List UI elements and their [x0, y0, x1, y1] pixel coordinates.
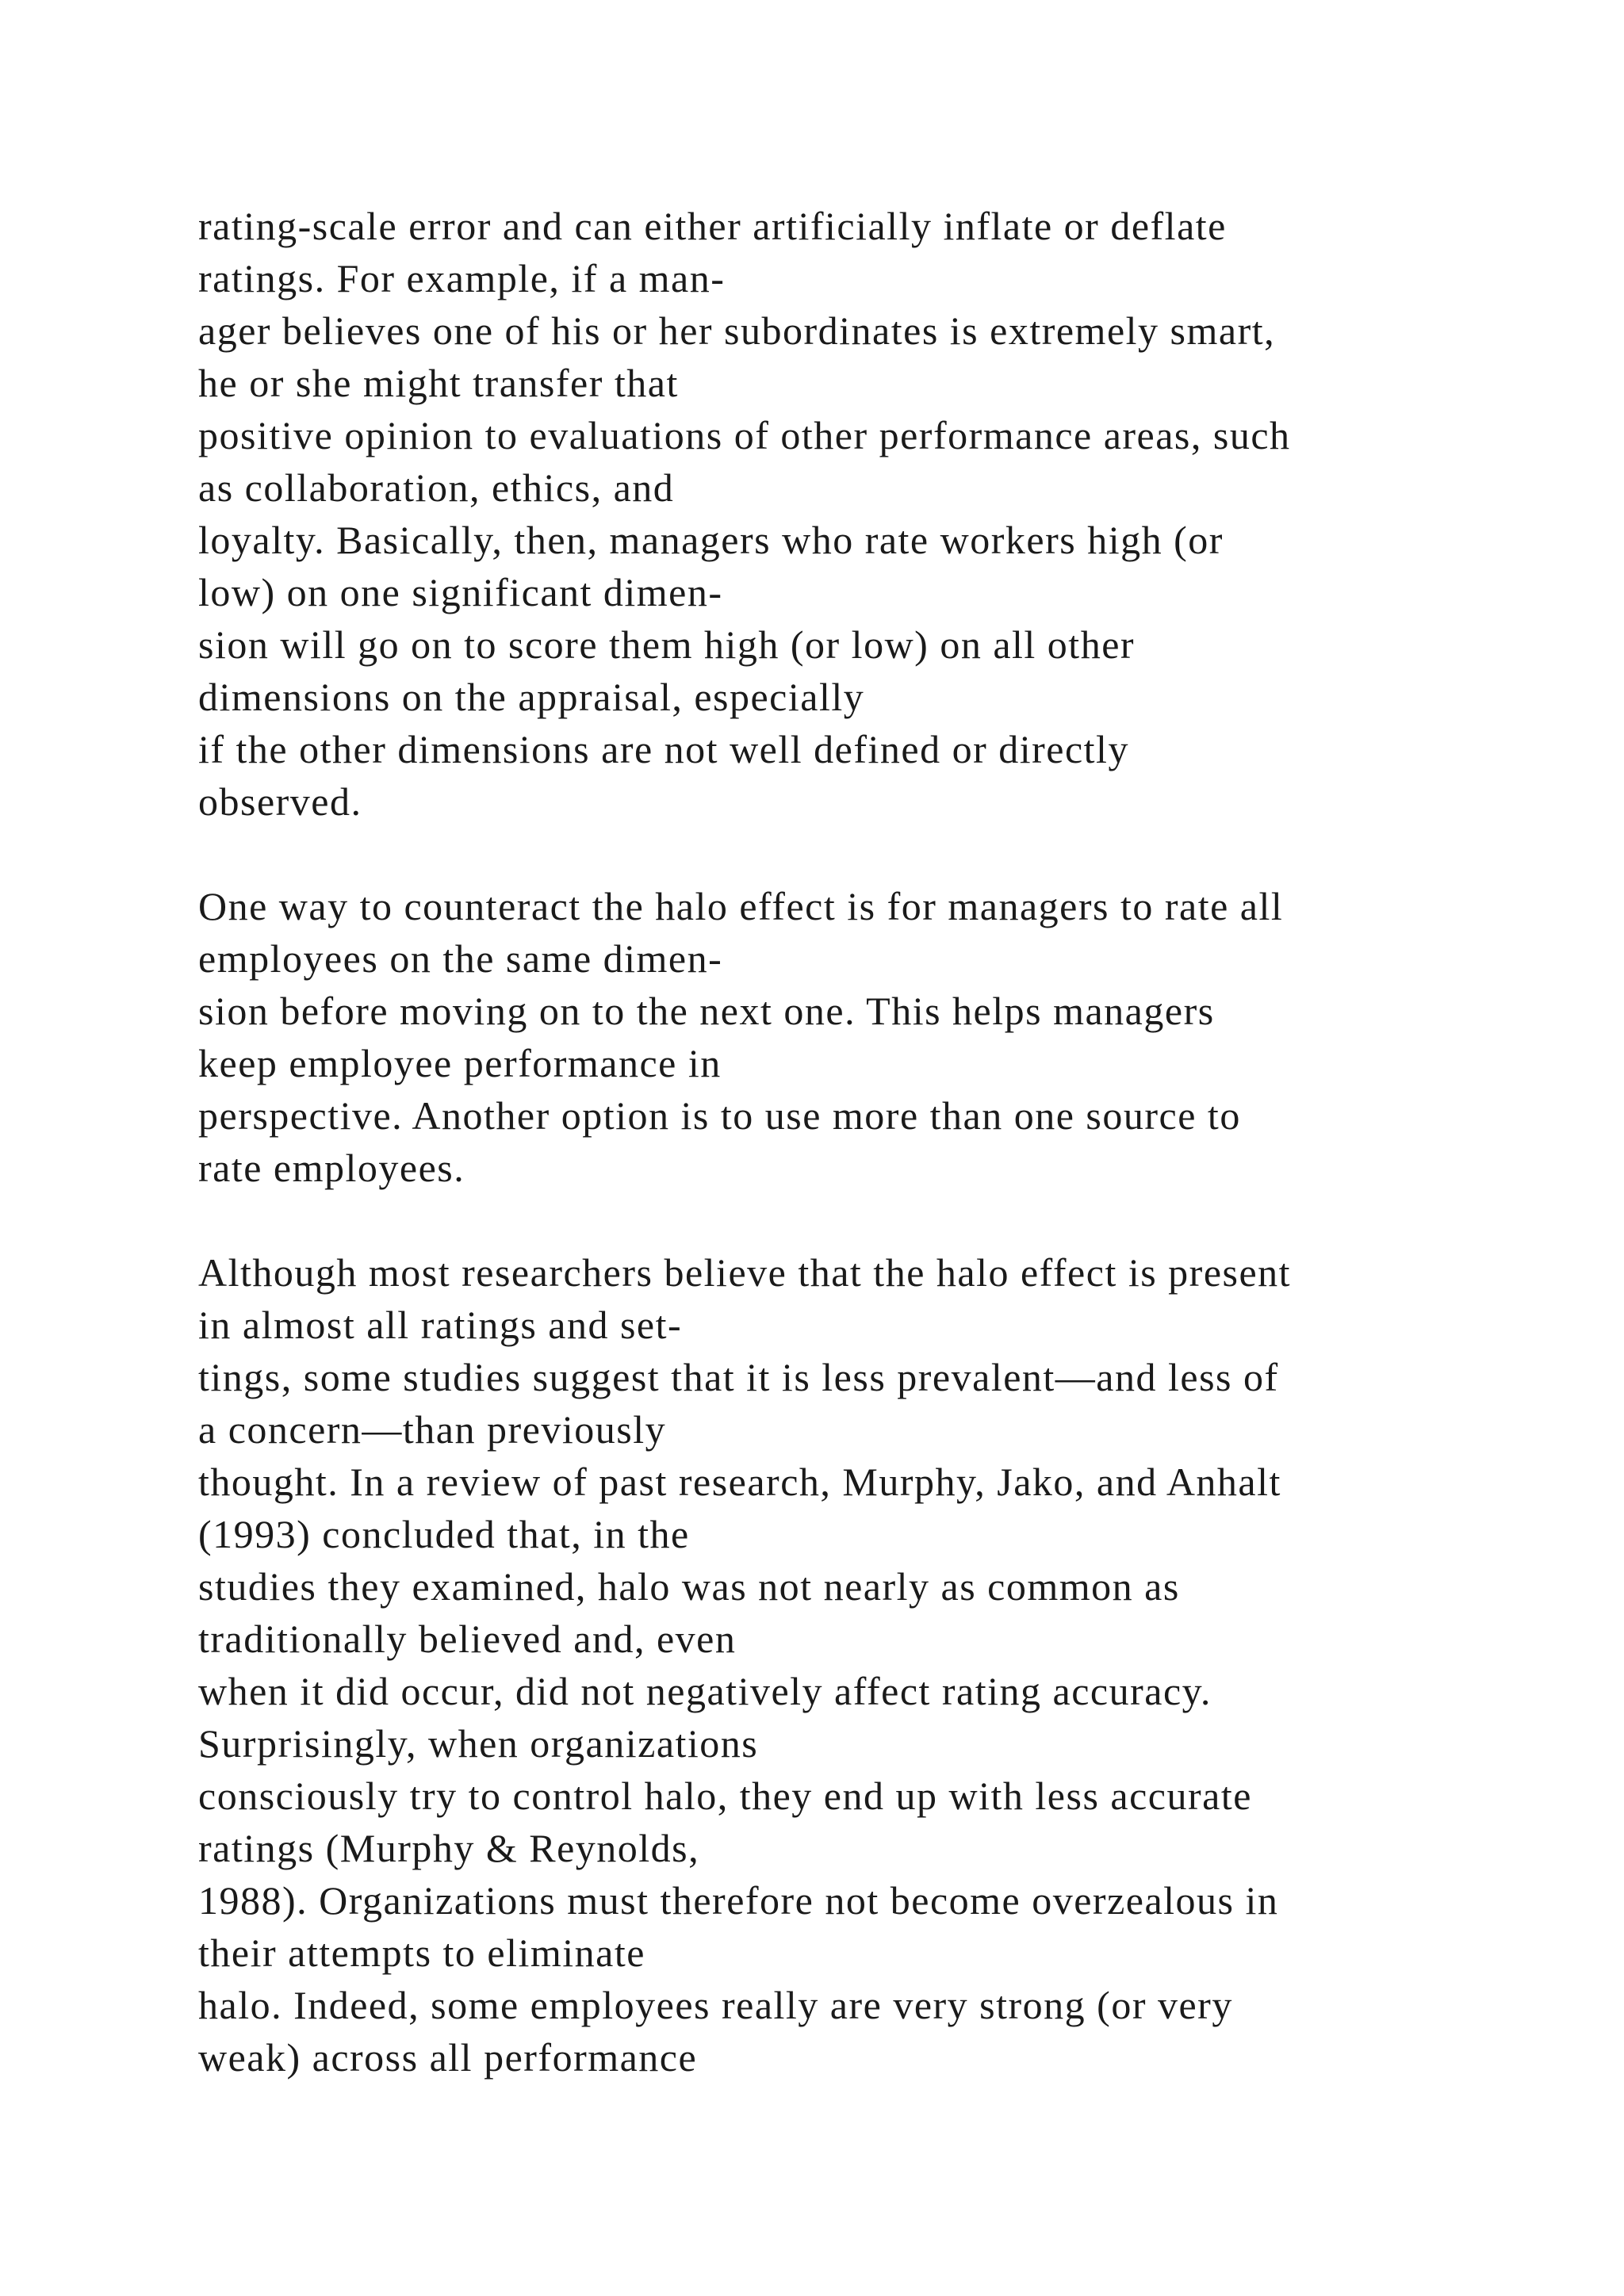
text-line: weak) across all performance	[198, 2035, 698, 2080]
text-line: when it did occur, did not negatively affect rating accuracy.	[198, 1669, 1212, 1713]
text-line: if the other dimensions are not well defined or directly	[198, 727, 1129, 771]
text-line: traditionally believed and, even	[198, 1617, 737, 1661]
text-line: rating-scale error and can either artificially inflate or deflate	[198, 204, 1227, 248]
paragraph-3	[198, 1246, 1546, 2084]
paragraph-2	[198, 880, 1546, 1194]
text-line: dimensions on the appraisal, especially	[198, 675, 865, 719]
paragraph-1	[198, 200, 1546, 828]
text-line: sion will go on to score them high (or low) on all other	[198, 622, 1136, 667]
text-line: low) on one significant dimen-	[198, 570, 723, 614]
text-line: employees on the same dimen-	[198, 936, 723, 981]
text-line: rate employees.	[198, 1146, 465, 1190]
document-body	[198, 200, 1546, 2084]
text-line: ager believes one of his or her subordinates is extremely smart,	[198, 308, 1276, 353]
text-line: (1993) concluded that, in the	[198, 1512, 690, 1556]
text-line: halo. Indeed, some employees really are very strong (or very	[198, 1983, 1233, 2027]
text-line: in almost all ratings and set-	[198, 1303, 683, 1347]
text-line: ratings (Murphy & Reynolds,	[198, 1826, 700, 1870]
text-line: consciously try to control halo, they end up with less accurate	[198, 1774, 1252, 1818]
text-line: sion before moving on to the next one. This helps managers	[198, 989, 1215, 1033]
text-line: their attempts to eliminate	[198, 1931, 645, 1975]
text-line: 1988). Organizations must therefore not become overzealous in	[198, 1878, 1279, 1923]
text-line: a concern—than previously	[198, 1407, 667, 1452]
text-line: ratings. For example, if a man-	[198, 256, 726, 300]
text-line: Although most researchers believe that the halo effect is present	[198, 1250, 1292, 1295]
text-line: studies they examined, halo was not nearly as common as	[198, 1564, 1180, 1609]
text-line: observed.	[198, 779, 362, 824]
text-line: loyalty. Basically, then, managers who rate workers high (or	[198, 518, 1224, 562]
text-line: Surprisingly, when organizations	[198, 1721, 759, 1766]
text-line: positive opinion to evaluations of other performance areas, such	[198, 413, 1291, 457]
text-line: keep employee performance in	[198, 1041, 722, 1085]
text-line: tings, some studies suggest that it is less prevalent—and less of	[198, 1355, 1279, 1399]
text-line: as collaboration, ethics, and	[198, 465, 675, 510]
text-line: thought. In a review of past research, Murphy, Jako, and Anhalt	[198, 1460, 1281, 1504]
text-line: he or she might transfer that	[198, 361, 679, 405]
text-line: perspective. Another option is to use more than one source to	[198, 1093, 1241, 1138]
paragraph-spacer	[198, 828, 1546, 880]
text-line: One way to counteract the halo effect is for managers to rate all	[198, 884, 1284, 928]
paragraph-spacer	[198, 1194, 1546, 1246]
